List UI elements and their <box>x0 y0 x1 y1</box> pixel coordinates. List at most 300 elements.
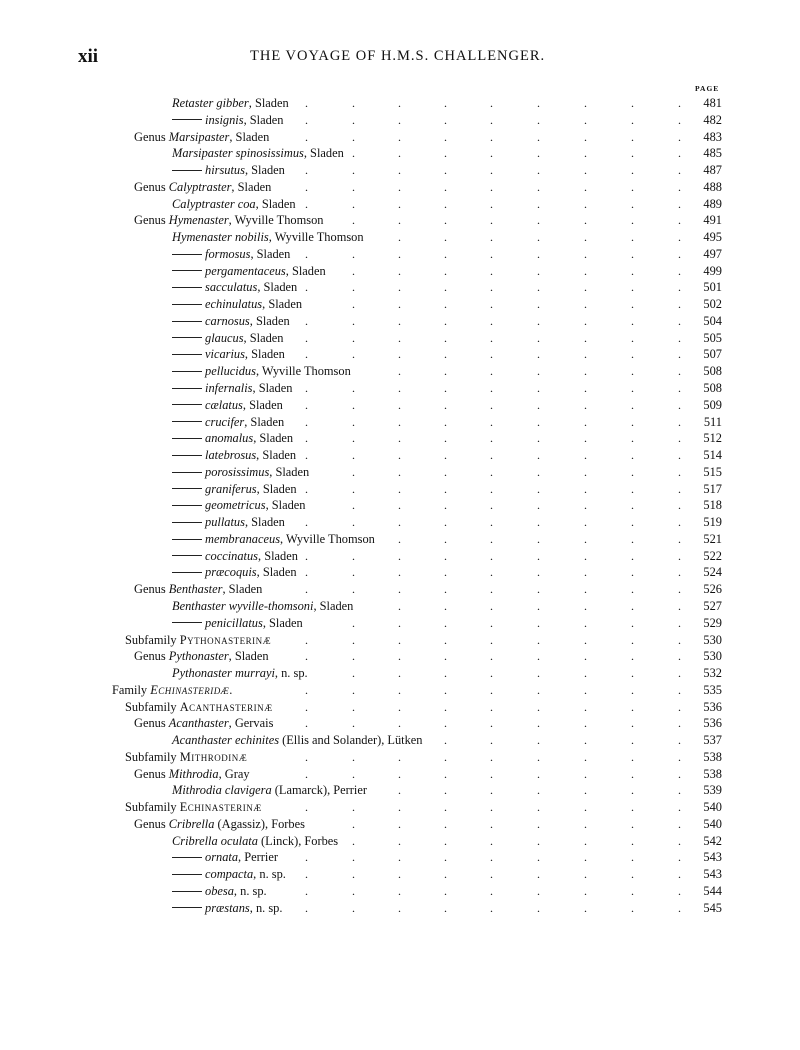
ditto-dash <box>172 622 202 623</box>
leader-dot: . <box>584 448 587 463</box>
leader-dot: . <box>631 163 634 178</box>
leader-dot: . <box>537 515 540 530</box>
leader-dot: . <box>398 716 401 731</box>
toc-entry <box>0 732 800 749</box>
authority: , Perrier <box>238 850 278 865</box>
authority: , Sladen <box>262 297 303 312</box>
rank-prefix: Genus <box>134 716 169 731</box>
leader-dot: . <box>678 632 681 647</box>
ditto-dash <box>172 539 202 540</box>
leader-dot: . <box>398 515 401 530</box>
taxon-name: Acanthaster <box>168 716 229 731</box>
leader-dot: . <box>584 246 587 261</box>
leader-dot: . <box>352 414 355 429</box>
leader-dot: . <box>444 682 447 697</box>
leader-dot: . <box>305 682 308 697</box>
leader-dot: . <box>584 263 587 278</box>
toc-entry <box>0 799 800 816</box>
toc-entry <box>0 263 800 280</box>
leader-dot: . <box>678 230 681 245</box>
toc-entry <box>0 665 800 682</box>
leader-dot: . <box>398 582 401 597</box>
toc-entry <box>0 330 800 347</box>
taxon-name: insignis <box>205 112 244 127</box>
toc-entry <box>0 129 800 146</box>
leader-dot: . <box>537 397 540 412</box>
leader-dot: . <box>537 682 540 697</box>
page-header <box>0 46 800 70</box>
dot-leaders <box>0 548 690 565</box>
leader-dot: . <box>490 397 493 412</box>
page-number: 536 <box>703 699 722 714</box>
leader-dot: . <box>537 146 540 161</box>
leader-dot: . <box>352 833 355 848</box>
leader-dot: . <box>537 431 540 446</box>
leader-dot: . <box>444 213 447 228</box>
toc-entry-title <box>172 497 305 514</box>
leader-dot: . <box>352 699 355 714</box>
leader-dot: . <box>444 297 447 312</box>
toc-entry-title <box>172 430 293 447</box>
toc-entry <box>0 346 800 363</box>
toc-entry-title <box>134 766 250 783</box>
toc-entry-title <box>172 531 375 548</box>
page-number: 521 <box>703 531 722 546</box>
leader-dot: . <box>584 179 587 194</box>
toc-entry-title <box>134 129 269 146</box>
toc-entry <box>0 497 800 514</box>
leader-dot: . <box>537 163 540 178</box>
leader-dot: . <box>352 179 355 194</box>
toc-entry-title <box>172 447 296 464</box>
leader-dot: . <box>631 649 634 664</box>
authority: , Sladen <box>244 347 285 362</box>
leader-dot: . <box>678 381 681 396</box>
leader-dot: . <box>678 364 681 379</box>
page-number: 540 <box>703 800 722 815</box>
leader-dot: . <box>352 129 355 144</box>
leader-dot: . <box>305 850 308 865</box>
leader-dot: . <box>398 749 401 764</box>
ditto-dash <box>172 472 202 473</box>
leader-dot: . <box>584 414 587 429</box>
page-number: 499 <box>703 263 722 278</box>
toc-entry <box>0 514 800 531</box>
leader-dot: . <box>537 381 540 396</box>
leader-dot: . <box>490 900 493 915</box>
leader-dot: . <box>584 397 587 412</box>
leader-dot: . <box>584 196 587 211</box>
leader-dot: . <box>305 246 308 261</box>
leader-dot: . <box>584 498 587 513</box>
leader-dot: . <box>398 481 401 496</box>
authority: , n. sp. <box>233 883 267 898</box>
leader-dot: . <box>584 129 587 144</box>
leader-dot: . <box>352 816 355 831</box>
leader-dot: . <box>631 246 634 261</box>
leader-dot: . <box>584 313 587 328</box>
ditto-dash <box>172 421 202 422</box>
toc-entry <box>0 380 800 397</box>
leader-dot: . <box>490 598 493 613</box>
leader-dot: . <box>631 213 634 228</box>
taxon-name: Mithrodia <box>168 766 219 781</box>
leader-dot: . <box>631 397 634 412</box>
leader-dot: . <box>678 515 681 530</box>
ditto-dash <box>172 270 202 271</box>
leader-dot: . <box>305 766 308 781</box>
leader-dot: . <box>444 163 447 178</box>
taxon-name: anomalus <box>205 431 254 446</box>
taxon-name: Pythonaster murrayi <box>172 666 275 681</box>
toc-entry-title <box>172 481 297 498</box>
leader-dot: . <box>352 246 355 261</box>
leader-dot: . <box>444 330 447 345</box>
taxon-name: porosissimus <box>205 464 270 479</box>
leader-dot: . <box>584 347 587 362</box>
leader-dot: . <box>584 297 587 312</box>
authority: , Sladen <box>222 582 263 597</box>
leader-dot: . <box>631 666 634 681</box>
toc-entry <box>0 363 800 380</box>
leader-dot: . <box>398 800 401 815</box>
ditto-dash <box>172 874 202 875</box>
leader-dot: . <box>444 632 447 647</box>
toc-entry <box>0 632 800 649</box>
leader-dot: . <box>444 548 447 563</box>
leader-dot: . <box>444 129 447 144</box>
page-number: 539 <box>703 783 722 798</box>
page-number: 526 <box>703 582 722 597</box>
toc-entry-title <box>172 363 351 380</box>
authority: , Sladen <box>250 246 291 261</box>
leader-dot: . <box>352 330 355 345</box>
leader-dot: . <box>352 716 355 731</box>
leader-dot: . <box>398 666 401 681</box>
leader-dot: . <box>584 280 587 295</box>
taxon-name: Marsipaster spinosissimus <box>172 146 304 161</box>
leader-dot: . <box>305 716 308 731</box>
authority: , Sladen <box>258 548 298 563</box>
leader-dot: . <box>678 867 681 882</box>
authority: , Sladen <box>244 515 285 530</box>
dot-leaders <box>0 816 690 833</box>
leader-dot: . <box>352 766 355 781</box>
leader-dot: . <box>537 481 540 496</box>
taxon-name: sacculatus <box>205 280 258 295</box>
leader-dot: . <box>444 431 447 446</box>
toc-entry <box>0 447 800 464</box>
leader-dot: . <box>631 632 634 647</box>
leader-dot: . <box>584 230 587 245</box>
leader-dot: . <box>444 280 447 295</box>
leader-dot: . <box>352 615 355 630</box>
toc-entry-title <box>134 715 273 732</box>
leader-dot: . <box>305 112 308 127</box>
dot-leaders <box>0 263 690 280</box>
leader-dot: . <box>537 582 540 597</box>
leader-dot: . <box>490 883 493 898</box>
leader-dot: . <box>678 313 681 328</box>
authority: , Sladen <box>285 263 326 278</box>
leader-dot: . <box>537 883 540 898</box>
leader-dot: . <box>584 598 587 613</box>
toc-entry-title <box>172 464 309 481</box>
dot-leaders <box>0 900 690 917</box>
leader-dot: . <box>398 146 401 161</box>
toc-entry <box>0 648 800 665</box>
page-number: 505 <box>703 330 722 345</box>
leader-dot: . <box>398 381 401 396</box>
leader-dot: . <box>537 230 540 245</box>
leader-dot: . <box>305 481 308 496</box>
leader-dot: . <box>305 749 308 764</box>
dot-leaders <box>0 632 690 649</box>
leader-dot: . <box>398 213 401 228</box>
taxon-name: pergamentaceus <box>205 263 286 278</box>
leader-dot: . <box>537 850 540 865</box>
dot-leaders <box>0 397 690 414</box>
taxon-name: pellucidus <box>205 364 256 379</box>
ditto-dash <box>172 321 202 322</box>
leader-dot: . <box>305 900 308 915</box>
leader-dot: . <box>537 297 540 312</box>
toc-entry-title <box>172 196 296 213</box>
leader-dot: . <box>444 246 447 261</box>
leader-dot: . <box>537 565 540 580</box>
leader-dot: . <box>537 179 540 194</box>
leader-dot: . <box>537 263 540 278</box>
leader-dot: . <box>678 96 681 110</box>
leader-dot: . <box>631 699 634 714</box>
leader-dot: . <box>678 615 681 630</box>
leader-dot: . <box>490 179 493 194</box>
authority: , Sladen <box>248 96 289 110</box>
toc-entry-title <box>172 883 267 900</box>
dot-leaders <box>0 330 690 347</box>
leader-dot: . <box>537 330 540 345</box>
leader-dot: . <box>678 816 681 831</box>
leader-dot: . <box>352 263 355 278</box>
taxon-name: præstans <box>205 900 250 915</box>
taxon-name: Echinasteridæ <box>150 682 230 697</box>
leader-dot: . <box>398 196 401 211</box>
toc-entry <box>0 581 800 598</box>
dot-leaders <box>0 447 690 464</box>
page-number: 488 <box>703 179 722 194</box>
leader-dot: . <box>398 397 401 412</box>
leader-dot: . <box>305 381 308 396</box>
leader-dot: . <box>678 699 681 714</box>
leader-dot: . <box>352 632 355 647</box>
leader-dot: . <box>584 464 587 479</box>
rank-prefix: Subfamily <box>125 800 180 815</box>
page-number: 530 <box>703 649 722 664</box>
authority: , Wyville Thomson <box>280 531 375 546</box>
leader-dot: . <box>490 330 493 345</box>
toc-entry-title <box>134 179 271 196</box>
authority: , Sladen <box>255 196 296 211</box>
leader-dot: . <box>398 649 401 664</box>
leader-dot: . <box>631 179 634 194</box>
leader-dot: . <box>352 883 355 898</box>
leader-dot: . <box>305 800 308 815</box>
leader-dot: . <box>537 364 540 379</box>
toc-entry <box>0 548 800 565</box>
leader-dot: . <box>490 163 493 178</box>
leader-dot: . <box>678 397 681 412</box>
toc-entry <box>0 682 800 699</box>
leader-dot: . <box>444 565 447 580</box>
authority: , Sladen <box>265 498 306 513</box>
leader-dot: . <box>398 163 401 178</box>
leader-dot: . <box>444 900 447 915</box>
ditto-dash <box>172 254 202 255</box>
leader-dot: . <box>444 464 447 479</box>
page-number: 543 <box>703 850 722 865</box>
leader-dot: . <box>398 179 401 194</box>
leader-dot: . <box>398 263 401 278</box>
leader-dot: . <box>398 850 401 865</box>
leader-dot: . <box>537 531 540 546</box>
leader-dot: . <box>305 280 308 295</box>
ditto-dash <box>172 505 202 506</box>
leader-dot: . <box>584 531 587 546</box>
leader-dot: . <box>678 531 681 546</box>
ditto-dash <box>172 438 202 439</box>
dot-leaders <box>0 699 690 716</box>
ditto-dash <box>172 555 202 556</box>
toc-entry <box>0 849 800 866</box>
leader-dot: . <box>398 833 401 848</box>
leader-dot: . <box>584 883 587 898</box>
leader-dot: . <box>537 649 540 664</box>
toc-entry-title <box>172 514 285 531</box>
leader-dot: . <box>490 867 493 882</box>
dot-leaders <box>0 648 690 665</box>
dot-leaders <box>0 313 690 330</box>
toc-entry-title <box>172 849 278 866</box>
leader-dot: . <box>678 146 681 161</box>
leader-dot: . <box>584 816 587 831</box>
leader-dot: . <box>537 800 540 815</box>
taxon-name: Cribrella <box>168 816 215 831</box>
leader-dot: . <box>631 548 634 563</box>
taxon-name: pullatus <box>205 515 245 530</box>
dot-leaders <box>0 497 690 514</box>
leader-dot: . <box>305 883 308 898</box>
leader-dot: . <box>678 280 681 295</box>
leader-dot: . <box>398 129 401 144</box>
leader-dot: . <box>678 448 681 463</box>
authority: . <box>229 682 233 697</box>
authority: , Sladen <box>257 280 298 295</box>
leader-dot: . <box>444 531 447 546</box>
authority: , Sladen <box>243 330 284 345</box>
leader-dot: . <box>398 96 401 110</box>
taxon-name: obesa <box>205 883 234 898</box>
leader-dot: . <box>398 313 401 328</box>
toc-entry-title <box>172 162 285 179</box>
leader-dot: . <box>398 548 401 563</box>
leader-dot: . <box>584 615 587 630</box>
taxon-name: præcoquis <box>205 565 257 580</box>
leader-dot: . <box>444 699 447 714</box>
page-number: 485 <box>703 146 722 161</box>
leader-dot: . <box>537 112 540 127</box>
leader-dot: . <box>398 867 401 882</box>
leader-dot: . <box>444 883 447 898</box>
leader-dot: . <box>352 850 355 865</box>
page-number: 483 <box>703 129 722 144</box>
leader-dot: . <box>584 783 587 798</box>
page-number: 545 <box>703 900 722 915</box>
leader-dot: . <box>444 414 447 429</box>
taxon-name: Hymenaster nobilis <box>172 230 269 245</box>
leader-dot: . <box>305 397 308 412</box>
leader-dot: . <box>398 883 401 898</box>
dot-leaders <box>0 279 690 296</box>
taxon-name: Mithrodia clavigera <box>172 783 272 798</box>
taxon-name: compacta <box>205 867 254 882</box>
taxon-name: cælatus <box>205 397 243 412</box>
leader-dot: . <box>678 347 681 362</box>
leader-dot: . <box>584 632 587 647</box>
leader-dot: . <box>537 129 540 144</box>
leader-dot: . <box>537 347 540 362</box>
authority: , n. sp. <box>274 666 308 681</box>
toc-entry-title <box>172 414 284 431</box>
leader-dot: . <box>490 431 493 446</box>
page-number: 540 <box>703 816 722 831</box>
authority: , Gervais <box>228 716 274 731</box>
taxon-name: Retaster gibber <box>172 96 249 110</box>
page-number: 482 <box>703 112 722 127</box>
leader-dot: . <box>305 129 308 144</box>
toc-entry-title <box>172 782 367 799</box>
taxon-name: Echinasterinæ <box>179 800 262 815</box>
leader-dot: . <box>444 112 447 127</box>
authority: (Linck), Forbes <box>257 833 339 848</box>
taxon-name: vicarius <box>205 347 245 362</box>
leader-dot: . <box>352 96 355 110</box>
page-number: 514 <box>703 448 722 463</box>
leader-dot: . <box>490 481 493 496</box>
toc-entry <box>0 464 800 481</box>
leader-dot: . <box>678 330 681 345</box>
toc-entry <box>0 615 800 632</box>
rank-prefix: Genus <box>134 129 169 144</box>
authority: , Wyville Thomson <box>228 213 324 228</box>
leader-dot: . <box>584 330 587 345</box>
leader-dot: . <box>537 867 540 882</box>
leader-dot: . <box>305 330 308 345</box>
leader-dot: . <box>537 548 540 563</box>
authority: , Sladen <box>256 448 297 463</box>
leader-dot: . <box>537 716 540 731</box>
leader-dot: . <box>678 414 681 429</box>
leader-dot: . <box>352 381 355 396</box>
table-of-contents <box>0 95 800 917</box>
leader-dot: . <box>352 582 355 597</box>
page-number: 504 <box>703 313 722 328</box>
leader-dot: . <box>631 598 634 613</box>
leader-dot: . <box>305 96 308 110</box>
toc-entry <box>0 296 800 313</box>
leader-dot: . <box>631 129 634 144</box>
leader-dot: . <box>631 364 634 379</box>
leader-dot: . <box>678 481 681 496</box>
